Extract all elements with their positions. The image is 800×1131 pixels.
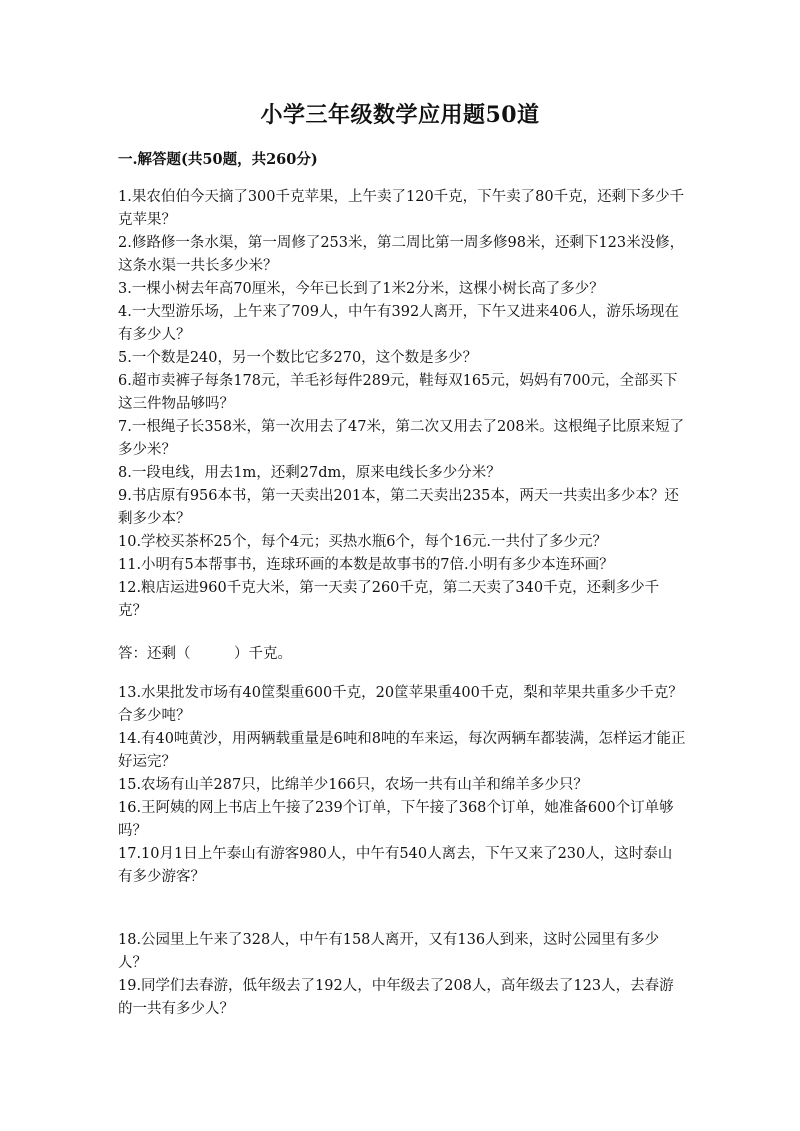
question-item: 2.修路修一条水渠，第一周修了253米，第二周比第一周多修98米，还剩下123米没修，这条水渠一共长多少米？ — [118, 235, 685, 274]
question-item: 11.小明有5本帮事书，连球环画的本数是故事书的7倍.小明有多少本连环画？ — [118, 557, 614, 573]
question-item: 19.同学们去春游，低年级去了192人，中年级去了208人，高年级去了123人，去春游的一共有多少人？ — [118, 978, 674, 1017]
question-item: 13.水果批发市场有40筐梨重600千克，20筐苹果重400千克，梨和苹果共重多少千克？合多少吨？ — [118, 685, 683, 724]
question-group-1 — [118, 186, 686, 623]
question-group-2 — [118, 682, 686, 889]
question-item: 5.一个数是240，另一个数比它多270，这个数是多少？ — [118, 350, 478, 366]
question-item: 1.果农伯伯今天摘了300千克苹果，上午卖了120千克，下午卖了80千克，还剩下多少千克苹果？ — [118, 189, 685, 228]
question-item: 14.有40吨黄沙，用两辆载重量是6吨和8吨的车来运，每次两辆车都装满，怎样运才能正好运完？ — [118, 731, 686, 770]
question-item: 18.公园里上午来了328人，中午有158人离开，又有136人到来，这时公园里有多少人？ — [118, 932, 660, 971]
question-group-3 — [118, 929, 686, 1021]
question-item: 17.10月1日上午泰山有游客980人，中午有540人离去，下午又来了230人，这时泰山有多少游客？ — [118, 846, 673, 885]
question-item: 6.超市卖裤子每条178元，羊毛衫每件289元，鞋每双165元，妈妈有700元，全部买下这三件物品够吗？ — [118, 373, 678, 412]
question-item: 3.一棵小树去年高70厘米，今年已长到了1米2分米，这棵小树长高了多少？ — [118, 281, 604, 297]
question-item: 16.王阿姨的网上书店上午接了239个订单，下午接了368个订单，她准备600个订单够吗？ — [118, 800, 674, 839]
question-item: 8.一段电线，用去1m，还剩27dm，原来电线长多少分米？ — [118, 465, 501, 481]
question-item: 12.粮店运进960千克大米，第一天卖了260千克，第二天卖了340千克，还剩多少千克？ — [118, 580, 660, 619]
section-heading: 一.解答题(共50题，共260分) — [118, 151, 318, 168]
question-item: 7.一根绳子长358米，第一次用去了47米，第二次又用去了208米。这根绳子比原来短了多少米？ — [118, 419, 685, 458]
answer-line: 答：还剩（ ）千克。 — [118, 646, 292, 662]
question-item: 4.一大型游乐场，上午来了709人，中午有392人离开，下午又进来406人，游乐场现在有多少人？ — [118, 304, 679, 343]
question-item: 15.农场有山羊287只，比绵羊少166只，农场一共有山羊和绵羊多少只？ — [118, 777, 588, 793]
question-item: 9.书店原有956本书，第一天卖出201本，第二天卖出235本，两天一共卖出多少本？还剩多少本？ — [118, 488, 679, 527]
page-title: 小学三年级数学应用题50道 — [260, 102, 540, 128]
question-item: 10.学校买茶杯25个，每个4元；买热水瓶6个，每个16元.一共付了多少元？ — [118, 534, 608, 550]
